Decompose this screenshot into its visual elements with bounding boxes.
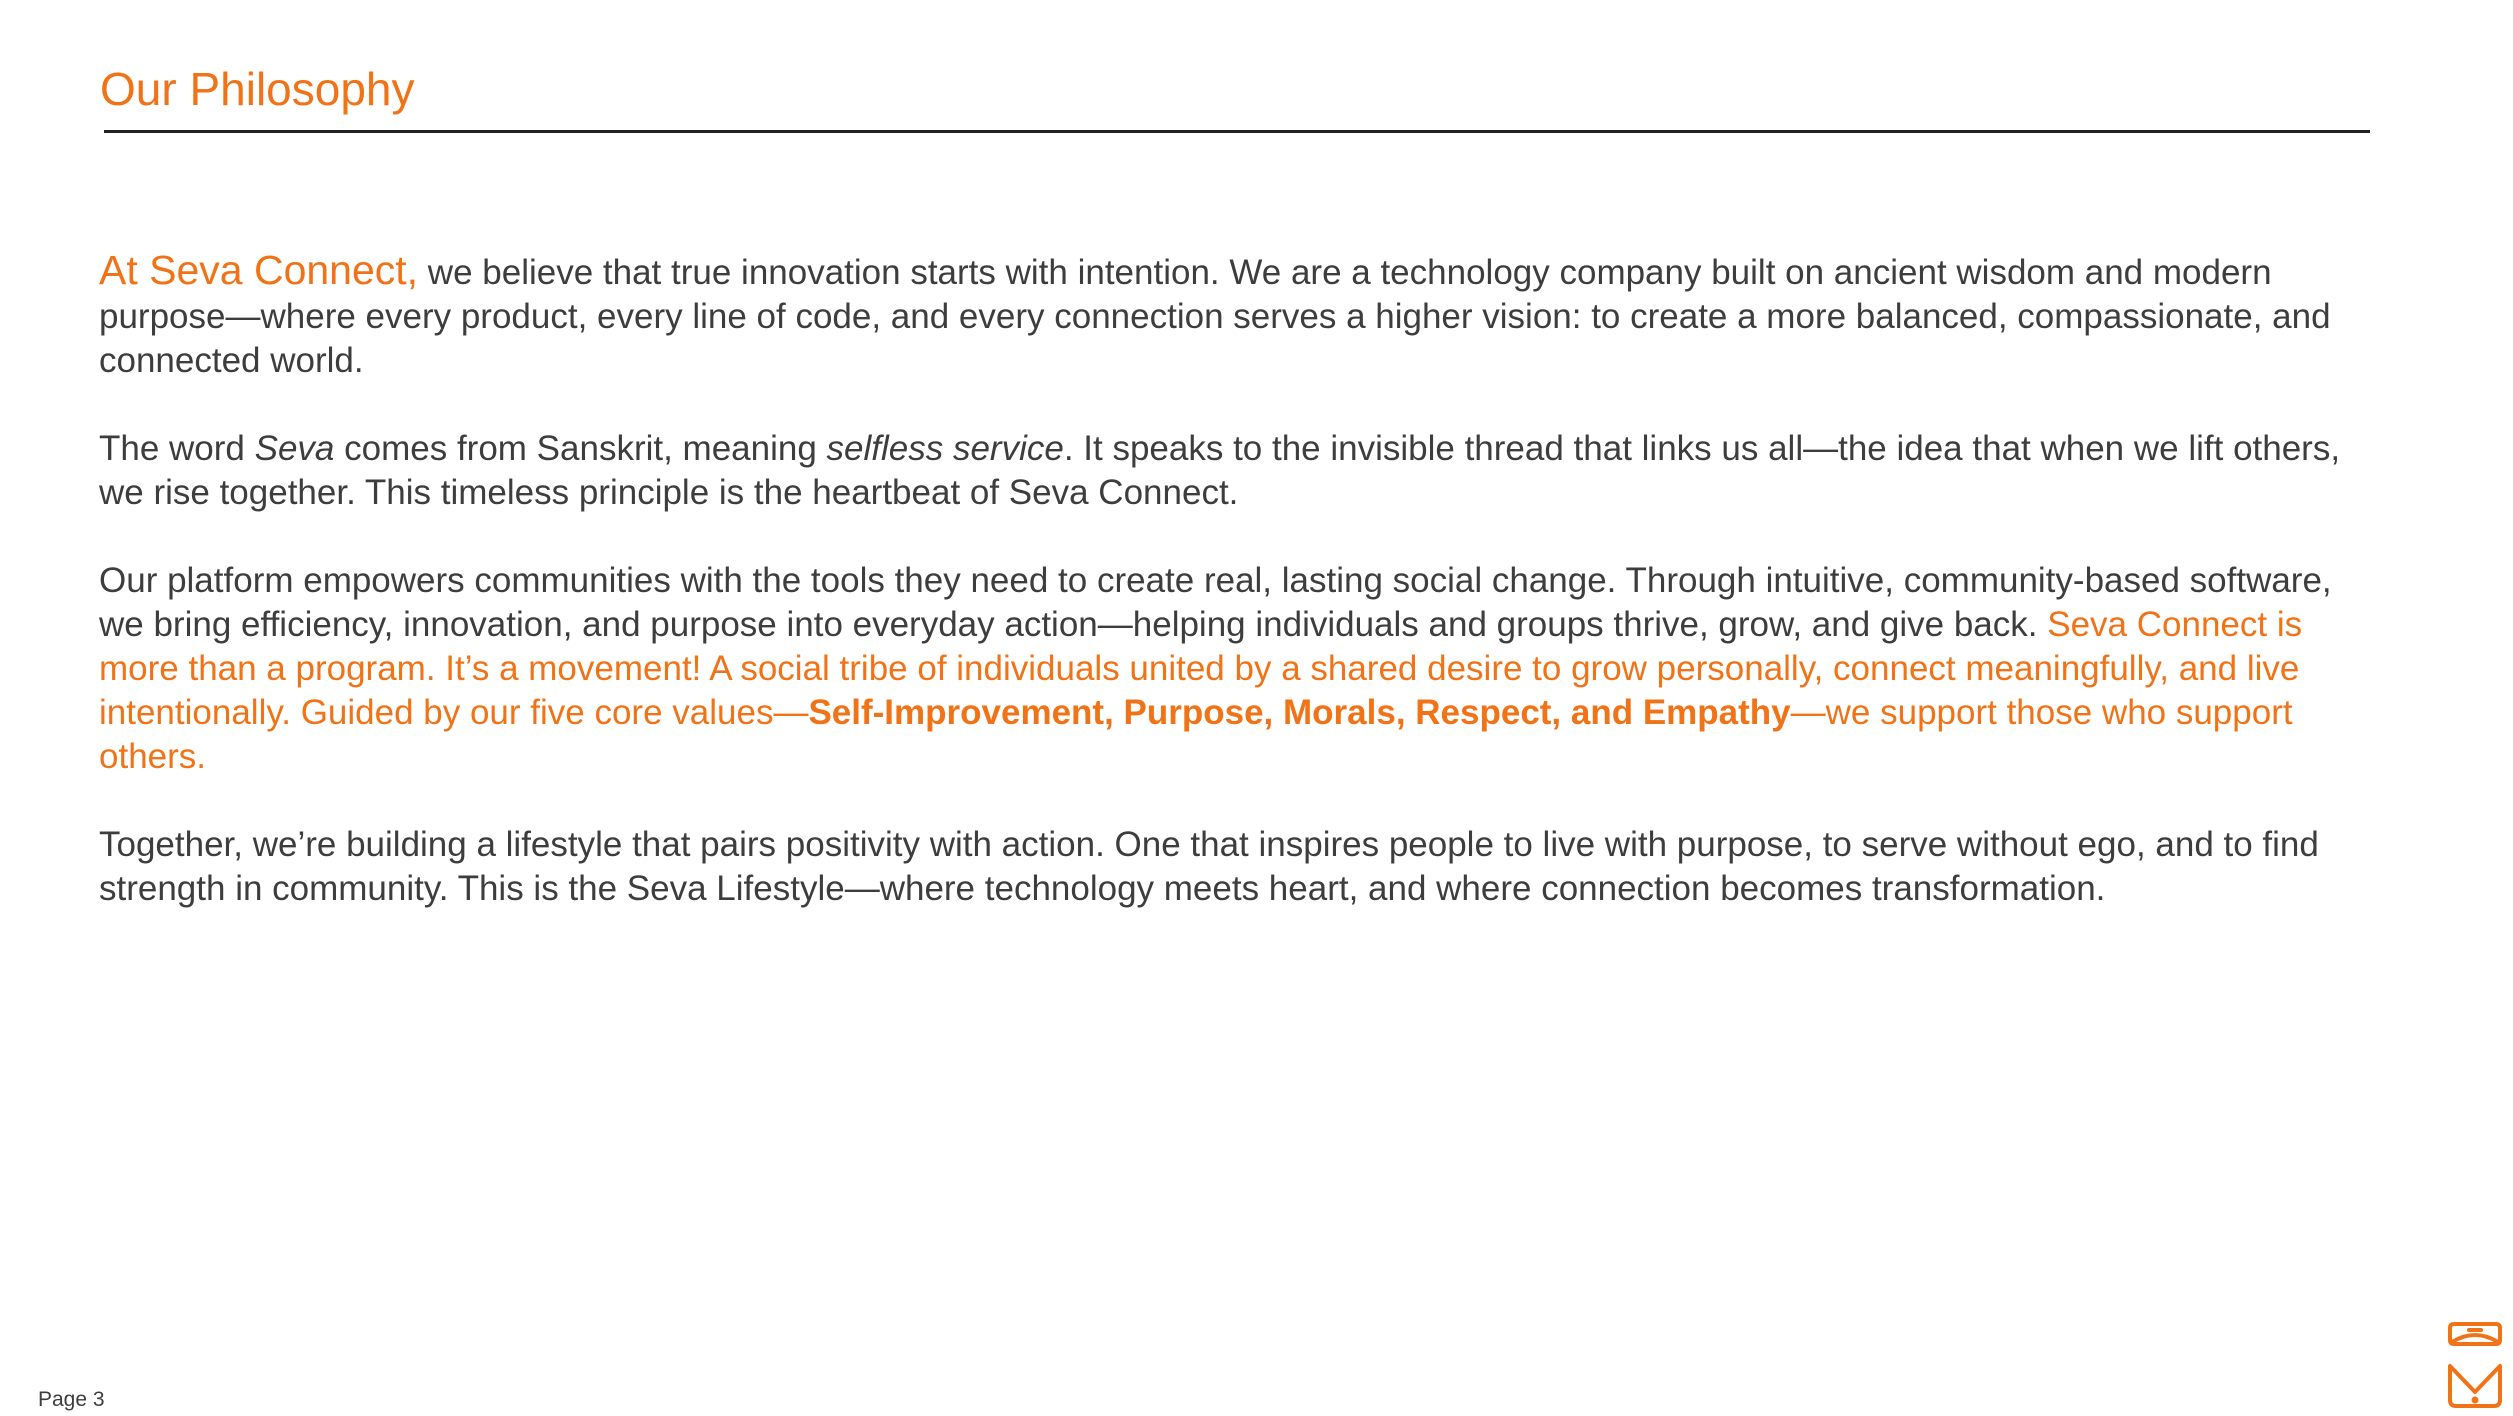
core-values: Self-Improvement, Purpose, Morals, Respect, and Empathy	[808, 693, 1791, 732]
selfless-service-term: selfless service	[826, 429, 1064, 468]
paragraph-lifestyle	[99, 823, 2369, 911]
movement-text: Seva Connect is more than a program. It’s a movement! A social tribe of individuals united by a shared desire to grow personally, connect meaningfully, and live intentionally. Guided by our five core values—	[99, 605, 2303, 732]
intro-text: we believe that true innovation starts with intention. We are a technology company built on ancient wisdom and modern purpose—where every product, every line of code, and every connection serves a higher vision: to create a more balanced, compassionate, and connected world.	[99, 253, 2331, 380]
paragraph-intro	[99, 248, 2369, 383]
intro-lead: At Seva Connect,	[99, 247, 419, 293]
platform-text: Our platform empowers communities with the tools they need to create real, lasting social change. Through intuitive, community-based software, we bring efficiency, innovation, and purpose into everyday action—helping individuals and groups thrive, grow, and give back.	[99, 561, 2332, 644]
paragraph-platform	[99, 559, 2369, 779]
page-title: Our Philosophy	[100, 63, 415, 115]
philosophy-body	[99, 248, 2369, 955]
header-divider	[104, 130, 2370, 133]
page-number: Page 3	[38, 1388, 105, 1411]
movement-closing: —we support those who support others.	[99, 693, 2293, 776]
seva-text-a: The word	[99, 429, 255, 468]
seva-connect-logo-icon	[2446, 1318, 2504, 1410]
paragraph-seva-meaning	[99, 427, 2369, 515]
seva-text-c: comes from Sanskrit, meaning	[334, 429, 827, 468]
seva-word: Seva	[254, 429, 335, 468]
seva-text-e: . It speaks to the invisible thread that links us all—the idea that when we lift others, we rise together. This timeless principle is the heartbeat of Seva Connect.	[99, 429, 2341, 512]
lifestyle-text: Together, we’re building a lifestyle that pairs positivity with action. One that inspires people to live with purpose, to serve without ego, and to find strength in community. This is the Seva Lifestyle—where technology meets heart, and where connection becomes transformation.	[99, 825, 2319, 908]
